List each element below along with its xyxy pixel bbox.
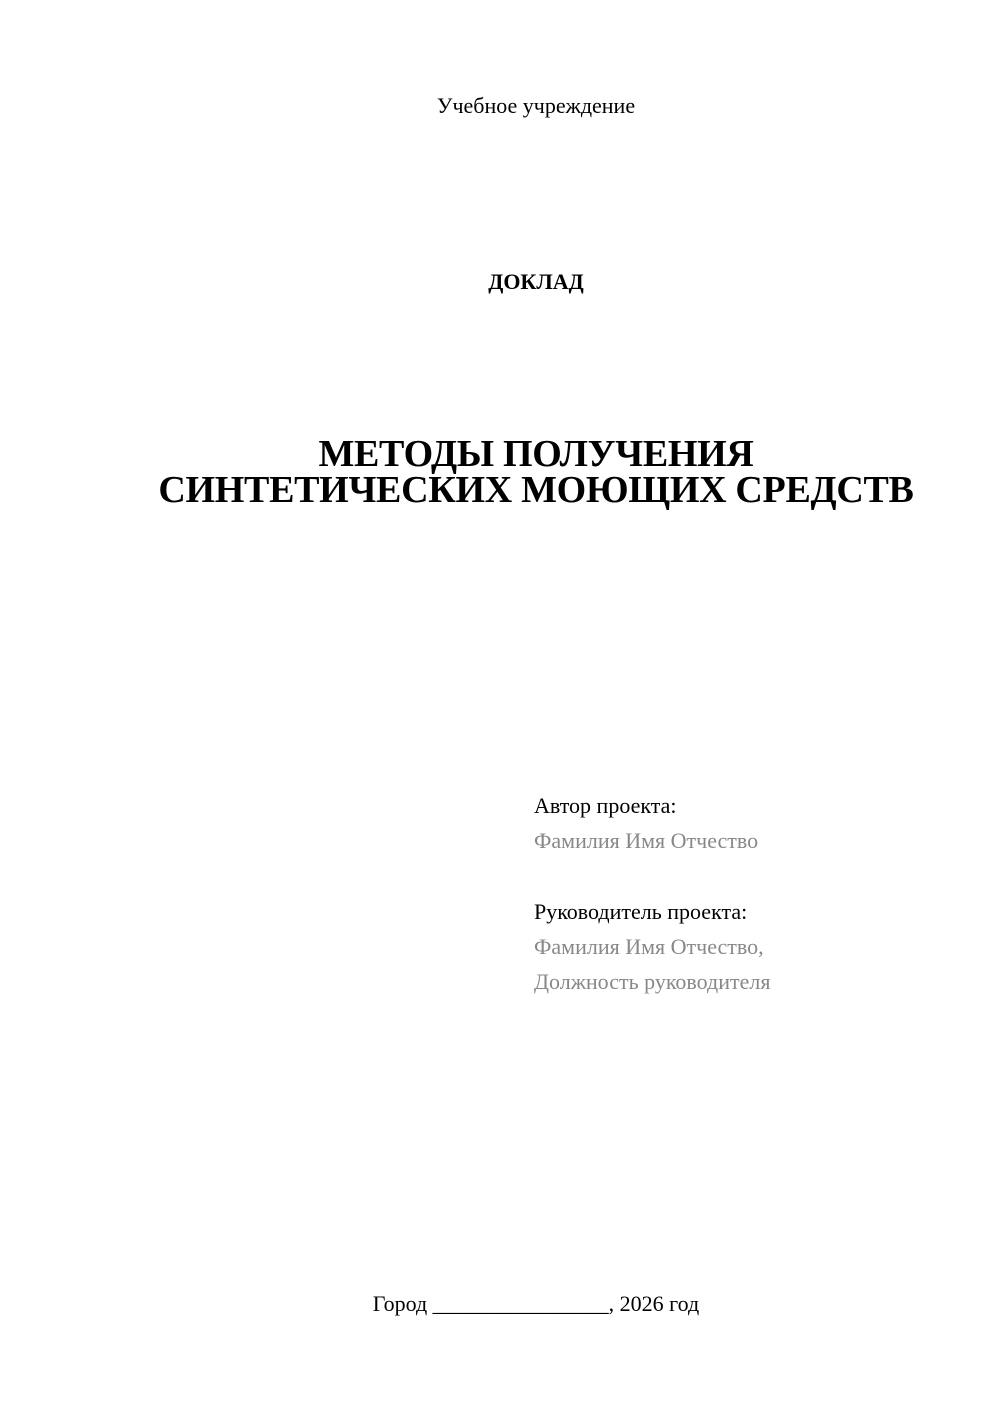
city-year-line: Город ________________, 2026 год (372, 1291, 700, 1316)
supervisor-label: Руководитель проекта: (534, 899, 748, 924)
institution-name: Учебное учреждение (436, 93, 636, 118)
supervisor-name: Фамилия Имя Отчество, (534, 934, 764, 959)
spacer (534, 858, 974, 894)
supervisor-position: Должность руководителя (534, 969, 771, 994)
title-line-2: СИНТЕТИЧЕСКИХ МОЮЩИХ СРЕДСТВ (158, 469, 914, 511)
author-label: Автор проекта: (534, 793, 677, 818)
document-title (0, 433, 1000, 511)
title-line-1: МЕТОДЫ ПОЛУЧЕНИЯ (318, 433, 754, 475)
document-type: ДОКЛАД (488, 269, 584, 294)
author-name: Фамилия Имя Отчество (534, 828, 759, 853)
project-people-block (534, 788, 974, 999)
